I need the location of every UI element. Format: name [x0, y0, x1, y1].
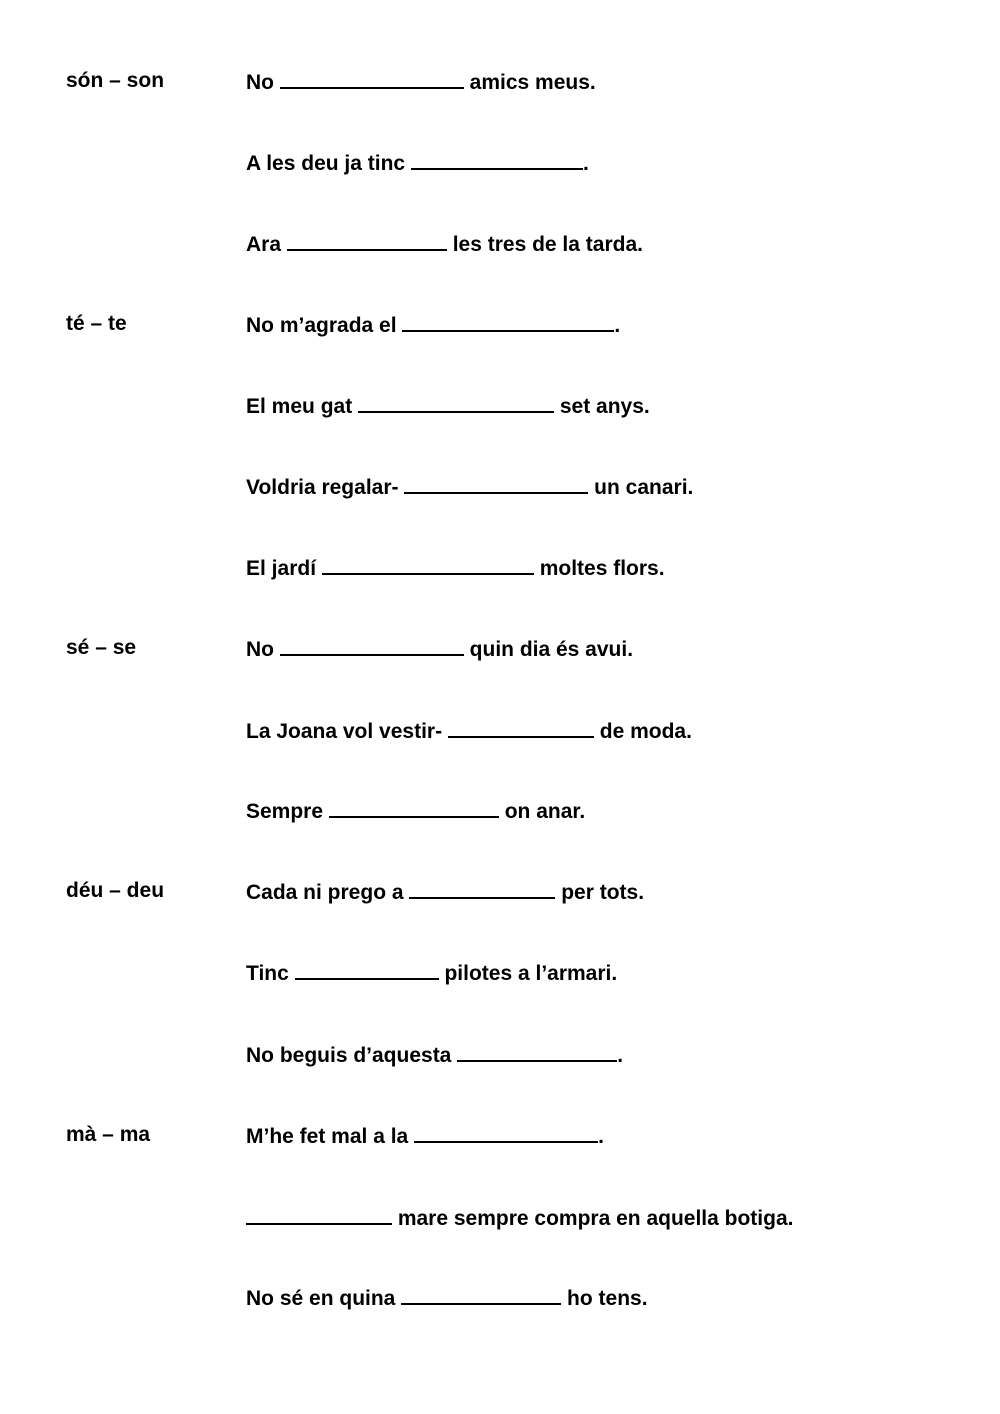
- exercise-sentence: [246, 150, 589, 176]
- exercise-sentence: [246, 636, 633, 662]
- answer-blank[interactable]: [329, 798, 499, 818]
- sentence-before: No sé en quina: [246, 1287, 402, 1310]
- sentence-after: .: [582, 152, 589, 175]
- sentence-before: No: [246, 638, 280, 661]
- sentence-after: .: [598, 1125, 604, 1148]
- answer-blank[interactable]: [409, 879, 555, 899]
- answer-blank[interactable]: [404, 474, 588, 494]
- sentence-before: No beguis d’aquesta: [246, 1044, 458, 1067]
- sentence-after: moltes flors.: [533, 557, 665, 580]
- answer-blank[interactable]: [246, 1205, 392, 1225]
- sentence-before: M’he fet mal a la: [246, 1125, 415, 1148]
- sentence-before: Sempre: [246, 800, 329, 823]
- sentence-after: les tres de la tarda.: [446, 233, 643, 256]
- sentence-before: Tinc: [246, 962, 295, 985]
- exercise-sentence: [246, 474, 693, 500]
- exercise-sentence: [246, 960, 617, 986]
- exercise-sentence: [246, 231, 643, 257]
- answer-blank[interactable]: [448, 718, 594, 738]
- exercise-sentence: [246, 1285, 648, 1311]
- answer-blank[interactable]: [401, 1285, 561, 1305]
- sentence-before: No m’agrada el: [246, 314, 403, 337]
- sentence-before: Ara: [246, 233, 287, 256]
- sentence-before: La Joana vol vestir-: [246, 720, 448, 743]
- answer-blank[interactable]: [411, 150, 583, 170]
- exercise-sentence: [246, 1042, 623, 1068]
- sentence-after: quin dia és avui.: [463, 638, 634, 661]
- answer-blank[interactable]: [280, 636, 464, 656]
- group-label-se: sé – se: [66, 636, 137, 659]
- sentence-after: ho tens.: [561, 1287, 648, 1310]
- sentence-before: Cada ni prego a: [246, 881, 410, 904]
- sentence-before: A les deu ja tinc: [246, 152, 411, 175]
- sentence-before: No: [246, 71, 280, 94]
- answer-blank[interactable]: [358, 393, 554, 413]
- exercise-sentence: [246, 312, 620, 338]
- exercise-sentence: [246, 718, 692, 744]
- sentence-after: .: [617, 1044, 624, 1067]
- sentence-before: El meu gat: [246, 395, 359, 418]
- sentence-after: amics meus.: [463, 71, 596, 94]
- sentence-after: de moda.: [593, 720, 692, 743]
- sentence-before: Voldria regalar-: [246, 476, 405, 499]
- answer-blank[interactable]: [402, 312, 614, 332]
- sentence-after: mare sempre compra en aquella botiga.: [392, 1207, 794, 1230]
- answer-blank[interactable]: [457, 1042, 617, 1062]
- exercise-sentence: [246, 1205, 793, 1231]
- sentence-after: on anar.: [498, 800, 586, 823]
- sentence-before: El jardí: [246, 557, 322, 580]
- group-label-son: són – son: [66, 69, 165, 92]
- sentence-after: set anys.: [554, 395, 650, 418]
- answer-blank[interactable]: [280, 69, 464, 89]
- sentence-after: .: [614, 314, 621, 337]
- group-label-te: té – te: [66, 312, 127, 335]
- sentence-after: per tots.: [555, 881, 645, 904]
- exercise-sentence: [246, 798, 585, 824]
- answer-blank[interactable]: [287, 231, 447, 251]
- exercise-sentence: [246, 393, 650, 419]
- answer-blank[interactable]: [322, 555, 534, 575]
- exercise-sentence: [246, 1123, 604, 1149]
- sentence-after: pilotes a l’armari.: [438, 962, 618, 985]
- group-label-ma: mà – ma: [66, 1123, 151, 1146]
- group-label-deu: déu – deu: [66, 879, 165, 902]
- answer-blank[interactable]: [295, 960, 439, 980]
- answer-blank[interactable]: [414, 1123, 598, 1143]
- exercise-sentence: [246, 555, 665, 581]
- exercise-sentence: [246, 879, 644, 905]
- exercise-sentence: [246, 69, 596, 95]
- sentence-after: un canari.: [588, 476, 694, 499]
